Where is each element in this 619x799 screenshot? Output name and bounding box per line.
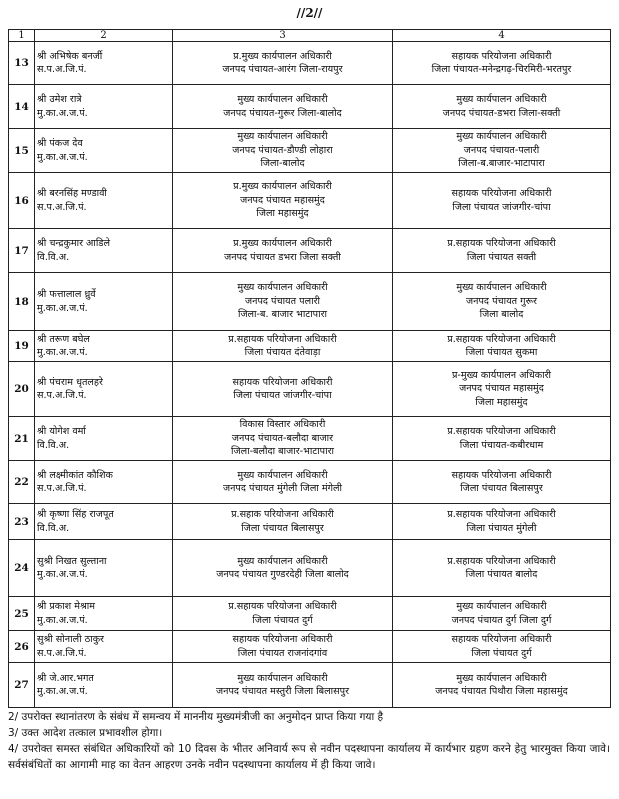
officer-cell [35, 631, 173, 663]
new-posting-line: प्र.सहायक परियोजना अधिकारी [447, 555, 556, 567]
current-posting-line: मुख्य कार्यपालन अधिकारी [237, 282, 328, 294]
officer-name: श्री उमेश रात्रे [37, 94, 82, 105]
officer-cell [35, 173, 173, 229]
current-posting-line: मुख्य कार्यपालन अधिकारी [237, 555, 328, 567]
officer-name: श्री पंचराम धृतलहरे [37, 376, 103, 388]
officer-cell [35, 229, 173, 273]
order-notes [8, 709, 610, 773]
officer-cadre: वि.वि.अ. [37, 439, 70, 451]
officer-name: श्री चन्द्रकुमार आडिले [37, 238, 110, 249]
officer-cell [35, 540, 173, 597]
serial-number: 27 [9, 663, 35, 708]
officer-cell [35, 663, 173, 708]
table-row [9, 85, 611, 129]
officer-cadre: मु.का.अ.ज.पं. [37, 347, 88, 358]
table-row [9, 461, 611, 504]
new-posting-line: मुख्य कार्यपालन अधिकारी [456, 131, 547, 143]
serial-number: 14 [9, 85, 35, 129]
new-posting-line: प्र.सहायक परियोजना अधिकारी [447, 426, 556, 437]
table-row [9, 504, 611, 540]
new-posting-cell [393, 362, 611, 417]
current-posting-line: प्र.मुख्य कार्यपालन अधिकारी [233, 238, 332, 249]
current-posting-line: जनपद पंचायत डभरा जिला सक्ती [224, 251, 341, 263]
current-posting-line: जनपद पंचायत-डौण्डी लोहारा [232, 144, 333, 156]
officer-cadre: स.प.अ.जि.पं. [37, 390, 87, 401]
officer-cadre: वि.वि.अ. [37, 522, 70, 534]
table-row [9, 273, 611, 331]
serial-number: 18 [9, 273, 35, 331]
officer-name: सुश्री सोनाली ठाकुर [37, 634, 104, 645]
column-header-new-posting: 4 [393, 30, 611, 42]
serial-number: 13 [9, 42, 35, 85]
table-row [9, 362, 611, 417]
new-posting-cell [393, 42, 611, 85]
serial-number: 16 [9, 173, 35, 229]
officer-cell [35, 597, 173, 631]
officer-cell [35, 417, 173, 461]
officer-cell [35, 362, 173, 417]
serial-number: 21 [9, 417, 35, 461]
officer-name: श्री प्रकाश मेश्राम [37, 601, 95, 612]
officer-name: श्री योगेश वर्मा [37, 426, 86, 437]
new-posting-line: जनपद पंचायत गुरूर [466, 295, 537, 307]
current-posting-line: जनपद पंचायत-बलौदा बाजार [231, 432, 334, 444]
current-posting-cell [173, 229, 393, 273]
officer-name: श्री कृष्णा सिंह राजपूत [37, 509, 114, 520]
new-posting-line: मुख्य कार्यपालन अधिकारी [456, 94, 547, 105]
new-posting-cell [393, 663, 611, 708]
current-posting-line: प्र.सहाक परियोजना अधिकारी [231, 509, 334, 520]
current-posting-line: जनपद पंचायत पलारी [245, 295, 320, 307]
table-row [9, 42, 611, 85]
page-number: //2// [296, 6, 323, 20]
officer-name: श्री बरनसिंह मण्डावी [37, 188, 107, 199]
current-posting-line: जिला पंचायत दंतेवाड़ा [244, 347, 321, 358]
new-posting-cell [393, 229, 611, 273]
new-posting-line: मुख्य कार्यपालन अधिकारी [456, 601, 547, 612]
new-posting-cell [393, 129, 611, 173]
officer-cadre: मु.का.अ.ज.पं. [37, 151, 88, 163]
officer-name: श्री अभिषेक बनर्जी [37, 50, 103, 62]
officer-cadre: स.प.अ.जि.पं. [37, 64, 87, 75]
current-posting-line: जिला-ब. बाजार भाटापारा [237, 309, 328, 321]
officer-cadre: मु.का.अ.ज.पं. [37, 614, 88, 626]
current-posting-line: प्र.मुख्य कार्यपालन अधिकारी [233, 181, 332, 193]
new-posting-line: सहायक परियोजना अधिकारी [451, 469, 552, 481]
current-posting-cell [173, 504, 393, 540]
serial-number: 17 [9, 229, 35, 273]
serial-number: 23 [9, 504, 35, 540]
current-posting-cell [173, 331, 393, 362]
officer-cadre: स.प.अ.जि.पं. [37, 647, 87, 659]
current-posting-cell [173, 631, 393, 663]
new-posting-cell [393, 597, 611, 631]
current-posting-cell [173, 42, 393, 85]
current-posting-line: जनपद पंचायत महासमुंद [240, 194, 325, 206]
officer-cadre: स.प.अ.जि.पं. [37, 201, 87, 213]
current-posting-line: जनपद पंचायत मुंगेली जिला मंगेली [222, 483, 343, 494]
transfer-table [8, 29, 611, 708]
new-posting-cell [393, 461, 611, 504]
current-posting-line: प्र.सहायक परियोजना अधिकारी [228, 601, 337, 612]
table-row [9, 331, 611, 362]
new-posting-cell [393, 273, 611, 331]
new-posting-line: सहायक परियोजना अधिकारी [451, 634, 552, 645]
new-posting-cell [393, 173, 611, 229]
officer-name: सुश्री निखत सुल्ताना [37, 555, 107, 567]
new-posting-line: सहायक परियोजना अधिकारी [451, 50, 552, 62]
new-posting-line: मुख्य कार्यपालन अधिकारी [456, 282, 547, 294]
serial-number: 19 [9, 331, 35, 362]
table-row [9, 540, 611, 597]
new-posting-line: जनपद पंचायत दुर्ग जिला दुर्ग [451, 614, 552, 626]
current-posting-line: सहायक परियोजना अधिकारी [232, 376, 333, 388]
current-posting-line: मुख्य कार्यपालन अधिकारी [237, 469, 328, 481]
current-posting-line: सहायक परियोजना अधिकारी [232, 634, 333, 645]
new-posting-line: मुख्य कार्यपालन अधिकारी [456, 672, 547, 684]
current-posting-line: जिला पंचायत दुर्ग [252, 614, 313, 626]
current-posting-cell [173, 362, 393, 417]
new-posting-line: जिला बालोद [479, 309, 524, 321]
column-header-current-posting: 3 [173, 30, 393, 42]
note-approval: 2/ उपरोक्त स्थानांतरण के संबंध में समन्वय में माननीय मुख्यमंत्रीजी का अनुमोदन प्राप्त किया गया है [8, 711, 384, 723]
officer-name: श्री लक्ष्मीकांत कौशिक [37, 469, 113, 481]
current-posting-line: जिला महासमुंद [256, 208, 309, 220]
table-row [9, 129, 611, 173]
new-posting-line: जनपद पंचायत-पलारी [463, 144, 540, 156]
current-posting-cell [173, 417, 393, 461]
new-posting-line: जिला-ब.बाजार-भाटापारा [458, 158, 545, 170]
new-posting-cell [393, 504, 611, 540]
new-posting-line: प्र.सहायक परियोजना अधिकारी [447, 509, 556, 520]
officer-name: श्री पंकज देव [37, 138, 83, 149]
officer-cadre: वि.वि.अ. [37, 251, 70, 263]
new-posting-line: जनपद पंचायत महासमुंद [459, 383, 544, 395]
current-posting-line: जिला-बलौदा बाजार-भाटापारा [231, 446, 334, 458]
note-relieving: 4/ उपरोक्त समस्त संबंधित अधिकारियों को 10 दिवस के भीतर अनिवार्य रूप से नवीन पदस्थापना कार्यालय में कार्यभार ग्रहण करने हेतु भारमुक्त किया जावे। सर्वसंबंधितों का आगामी माह का वेतन आहरण उनके नवीन पदस्थापना कार्यालय में ही किया जावे। [8, 743, 610, 771]
current-posting-cell [173, 173, 393, 229]
new-posting-line: प्र.सहायक परियोजना अधिकारी [447, 238, 556, 249]
table-row [9, 173, 611, 229]
table-row [9, 663, 611, 708]
current-posting-line: मुख्य कार्यपालन अधिकारी [237, 131, 328, 143]
new-posting-line: जिला महासमुंद [475, 396, 528, 408]
new-posting-line: जिला पंचायत-मनेन्द्रगढ़-चिरमिरी-भरतपुर [431, 64, 572, 75]
current-posting-line: विकास विस्तार अधिकारी [239, 419, 326, 431]
column-header-serial: 1 [9, 30, 35, 42]
new-posting-line: जिला पंचायत सुकमा [465, 347, 538, 358]
new-posting-cell [393, 540, 611, 597]
new-posting-line: प्र-मुख्य कार्यपालन अधिकारी [451, 369, 552, 381]
current-posting-cell [173, 461, 393, 504]
table-row [9, 631, 611, 663]
serial-number: 22 [9, 461, 35, 504]
officer-cadre: मु.का.अ.ज.पं. [37, 569, 88, 580]
officer-cadre: मु.का.अ.ज.पं. [37, 107, 88, 119]
new-posting-cell [393, 85, 611, 129]
current-posting-cell [173, 597, 393, 631]
current-posting-line: जनपद पंचायत मस्तुरी जिला बिलासपुर [216, 686, 349, 697]
new-posting-line: जिला पंचायत-कबीरधाम [459, 439, 544, 451]
new-posting-line: जनपद पंचायत-डभरा जिला-सक्ती [442, 107, 561, 119]
current-posting-line: जिला पंचायत जांजगीर-चांपा [233, 390, 332, 401]
new-posting-line: प्र.सहायक परियोजना अधिकारी [447, 333, 556, 345]
table-row [9, 417, 611, 461]
new-posting-line: जिला पंचायत जांजगीर-चांपा [452, 201, 551, 213]
officer-cadre: स.प.अ.जि.पं. [37, 483, 87, 494]
new-posting-line: जिला पंचायत बालोद [465, 569, 538, 580]
current-posting-cell [173, 129, 393, 173]
serial-number: 15 [9, 129, 35, 173]
current-posting-line: प्र.मुख्य कार्यपालन अधिकारी [233, 50, 332, 62]
new-posting-cell [393, 631, 611, 663]
current-posting-line: मुख्य कार्यपालन अधिकारी [237, 672, 328, 684]
column-header-officer: 2 [35, 30, 173, 42]
officer-name: श्री फत्तालाल ध्रुर्वे [37, 289, 96, 300]
current-posting-line: जनपद पंचायत-आरंग जिला-रायपुर [222, 64, 343, 75]
current-posting-cell [173, 85, 393, 129]
new-posting-cell [393, 417, 611, 461]
officer-name: श्री जे.आर.भगत [37, 672, 94, 684]
current-posting-line: मुख्य कार्यपालन अधिकारी [237, 94, 328, 105]
new-posting-line: जिला पंचायत सक्ती [466, 251, 537, 263]
note-effective: 3/ उक्त आदेश तत्काल प्रभावशील होगा। [8, 727, 163, 739]
new-posting-cell [393, 331, 611, 362]
header-row [9, 30, 611, 42]
officer-cadre: मु.का.अ.ज.पं. [37, 686, 88, 697]
new-posting-line: जिला पंचायत मुंगेली [466, 522, 537, 534]
current-posting-line: जिला पंचायत बिलासपुर [241, 522, 324, 534]
serial-number: 25 [9, 597, 35, 631]
officer-name: श्री तरूण बघेल [37, 333, 90, 345]
new-posting-line: जिला पंचायत दुर्ग [471, 647, 532, 659]
current-posting-cell [173, 663, 393, 708]
new-posting-line: जिला पंचायत बिलासपुर [460, 483, 543, 494]
officer-cell [35, 129, 173, 173]
current-posting-line: जिला-बालोद [260, 158, 305, 170]
officer-cell [35, 331, 173, 362]
current-posting-line: प्र.सहायक परियोजना अधिकारी [228, 333, 337, 345]
table-row [9, 597, 611, 631]
officer-cell [35, 85, 173, 129]
serial-number: 20 [9, 362, 35, 417]
current-posting-line: जनपद पंचायत-गुरूर जिला-बालोद [223, 107, 342, 119]
officer-cell [35, 273, 173, 331]
new-posting-line: सहायक परियोजना अधिकारी [451, 188, 552, 199]
current-posting-line: जनपद पंचायत गुण्डरदेही जिला बालोद [216, 569, 349, 580]
current-posting-line: जिला पंचायत राजनांदगांव [237, 647, 328, 659]
officer-cadre: मु.का.अ.ज.पं. [37, 302, 88, 314]
new-posting-line: जनपद पंचायत पिथौरा जिला महासमुंद [435, 686, 568, 697]
officer-cell [35, 504, 173, 540]
serial-number: 24 [9, 540, 35, 597]
officer-cell [35, 461, 173, 504]
officer-cell [35, 42, 173, 85]
current-posting-cell [173, 540, 393, 597]
table-row [9, 229, 611, 273]
serial-number: 26 [9, 631, 35, 663]
current-posting-cell [173, 273, 393, 331]
